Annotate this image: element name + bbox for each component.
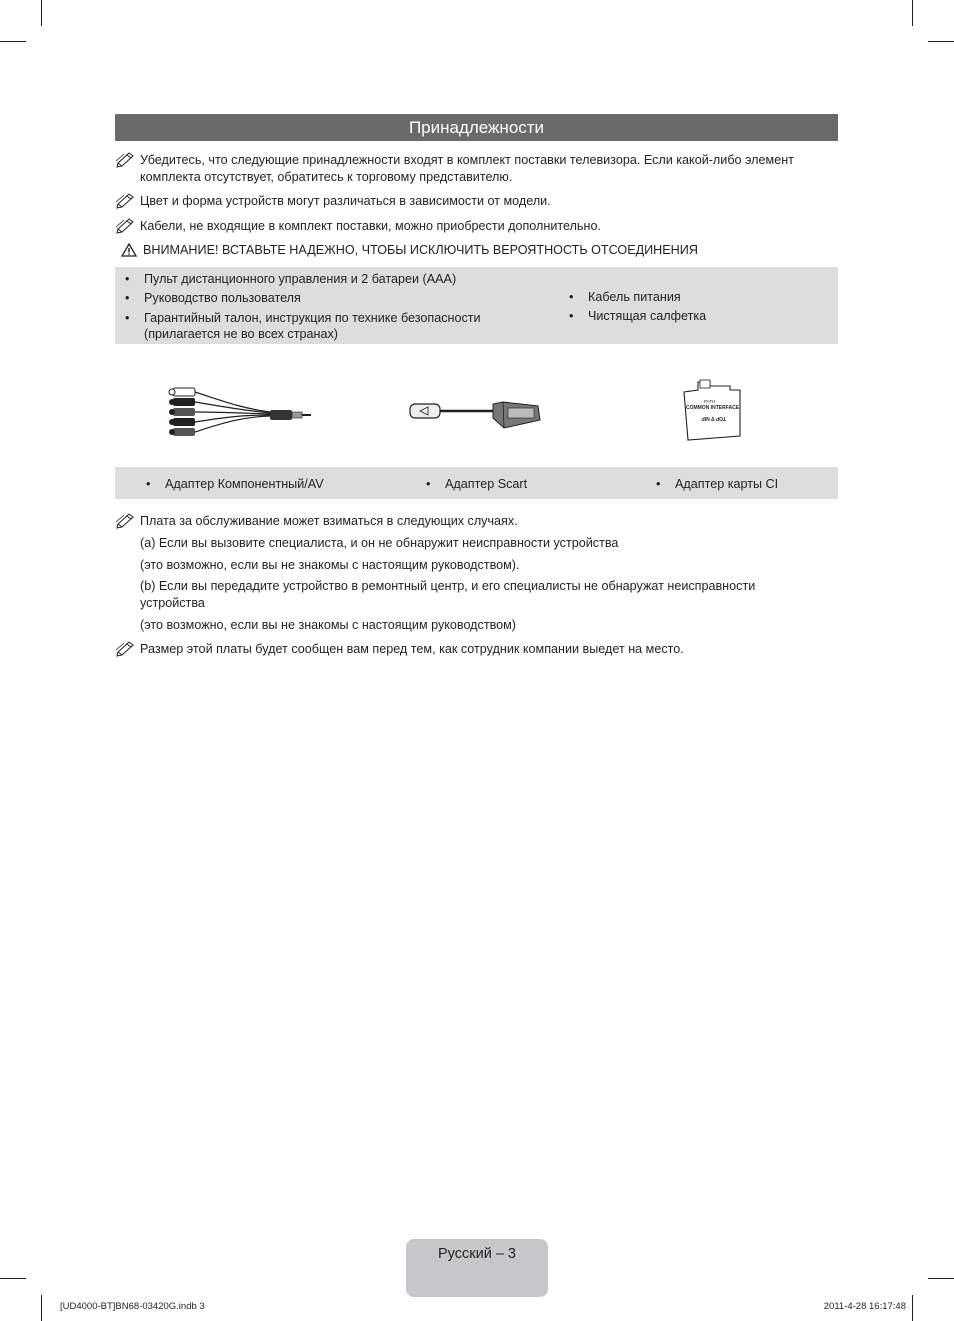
list-item: • Гарантийный талон, инструкция по технике безопасности (прилагается не во всех странах) xyxy=(125,310,525,342)
list-item-text: Пульт дистанционного управления и 2 батареи (AAA) xyxy=(144,272,457,286)
list-item-text: Адаптер Компонентный/AV xyxy=(165,477,324,491)
scart-adapter-image xyxy=(408,398,548,436)
note-pen-icon xyxy=(115,150,137,168)
note-item xyxy=(115,193,838,210)
note-pen-icon xyxy=(115,191,137,209)
list-item-text: Кабель питания xyxy=(588,290,681,304)
crop-mark xyxy=(0,41,26,42)
component-av-adapter-image xyxy=(165,380,315,450)
note-text: Убедитесь, что следующие принадлежности входят в комплект поставки телевизора. Если какой-либо элемент комплекта отсутствует, обратитесь к торговому представителю. xyxy=(140,153,794,184)
print-timestamp: 2011-4-28 16:17:48 xyxy=(823,1301,906,1312)
list-item: • Чистящая салфетка xyxy=(569,308,819,324)
service-case: (это возможно, если вы не знакомы с настоящим руководством) xyxy=(140,618,517,632)
note-item xyxy=(115,641,838,658)
list-item-text: Руководство пользователя xyxy=(144,291,301,305)
note-pen-icon xyxy=(115,216,137,234)
list-item: • Руководство пользователя xyxy=(125,290,525,306)
ci-card-text: PATH xyxy=(704,399,716,404)
note-text: Цвет и форма устройств могут различаться в зависимости от модели. xyxy=(140,194,551,208)
note-text: Размер этой платы будет сообщен вам перед тем, как сотрудник компании выедет на место. xyxy=(140,642,684,656)
list-item-text: Адаптер Scart xyxy=(445,477,528,491)
list-item: • Пульт дистанционного управления и 2 батареи (AAA) xyxy=(125,271,525,287)
ci-card-text: TOP ∇ NIP xyxy=(701,415,726,421)
warning-triangle-icon xyxy=(121,243,137,257)
service-case: (это возможно, если вы не знакомы с настоящим руководством). xyxy=(140,558,520,572)
ci-card-adapter-image xyxy=(678,378,750,444)
list-item: • Адаптер Компонентный/AV xyxy=(146,476,396,492)
list-item-text: Гарантийный талон, инструкция по технике безопасности (прилагается не во всех странах) xyxy=(144,311,481,341)
section-title: Принадлежности xyxy=(115,114,838,141)
crop-mark xyxy=(912,1295,913,1321)
note-item xyxy=(115,218,838,235)
list-item: • Адаптер карты CI xyxy=(656,476,826,492)
service-case: (a) Если вы вызовите специалиста, и он не обнаружит неисправности устройства xyxy=(140,536,619,550)
list-item-text: Адаптер карты CI xyxy=(675,477,779,491)
ci-card-text: COMMON INTERFACE xyxy=(686,405,740,411)
note-text: Плата за обслуживание может взиматься в следующих случаях. xyxy=(140,514,518,528)
list-item: • Адаптер Scart xyxy=(426,476,626,492)
crop-mark xyxy=(41,1295,42,1321)
crop-mark xyxy=(912,0,913,26)
note-pen-icon xyxy=(115,639,137,657)
list-item: • Кабель питания xyxy=(569,289,819,305)
page-number: Русский – 3 xyxy=(438,1246,516,1262)
list-item-text: Чистящая салфетка xyxy=(588,309,707,323)
note-item xyxy=(115,513,838,530)
note-text: Кабели, не входящие в комплект поставки, можно приобрести дополнительно. xyxy=(140,219,601,233)
service-case: (b) Если вы передадите устройство в ремонтный центр, и его специалисты не обнаружат неисправности устройства xyxy=(140,579,756,610)
crop-mark xyxy=(928,41,954,42)
warning-text: ВНИМАНИЕ! ВСТАВЬТЕ НАДЕЖНО, ЧТОБЫ ИСКЛЮЧИТЬ ВЕРОЯТНОСТЬ ОТСОЕДИНЕНИЯ xyxy=(143,243,698,257)
note-item xyxy=(115,152,838,186)
note-pen-icon xyxy=(115,511,137,529)
crop-mark xyxy=(41,0,42,26)
crop-mark xyxy=(0,1278,26,1279)
warning-line xyxy=(115,242,838,259)
crop-mark xyxy=(928,1278,954,1279)
file-slug: [UD4000-BT]BN68-03420G.indb 3 xyxy=(60,1301,205,1312)
